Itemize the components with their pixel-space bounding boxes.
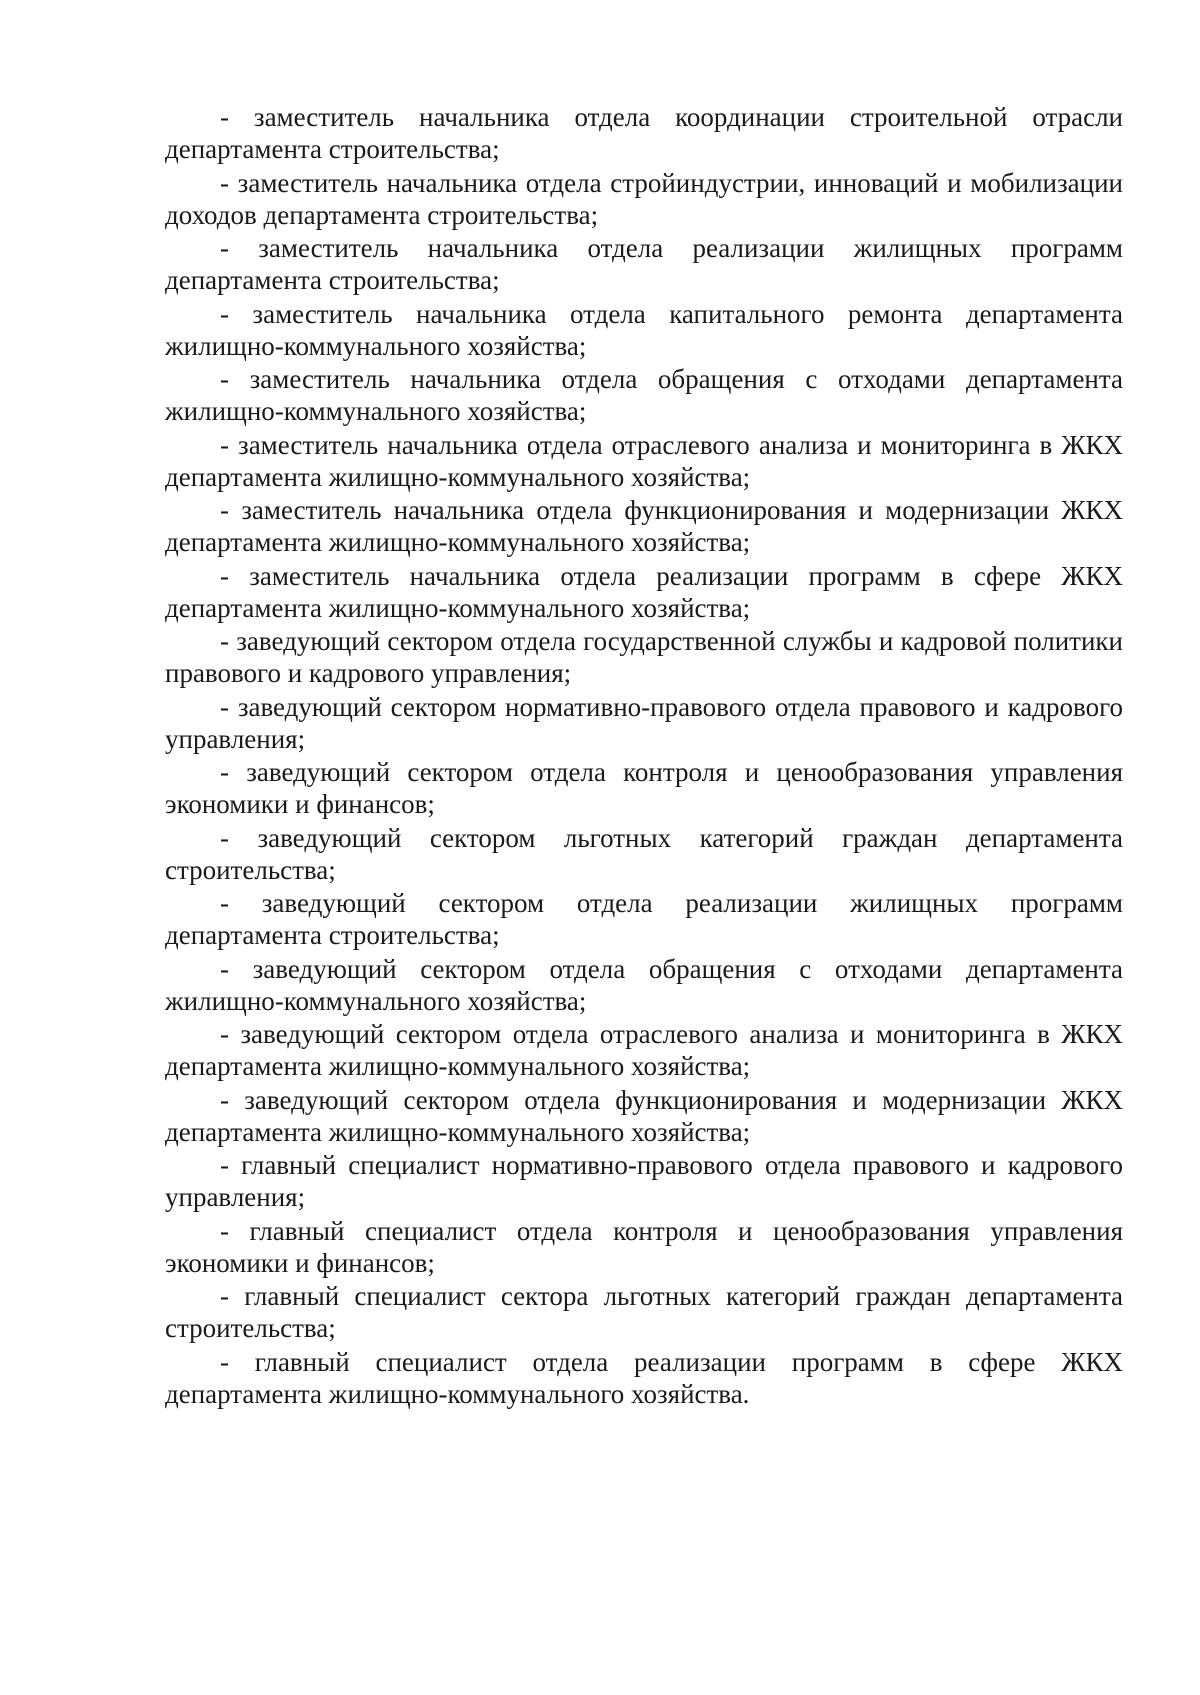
list-item: - заместитель начальника отдела реализации жилищных программ департамента строительства; [165, 233, 1123, 295]
list-item: - заведующий сектором отдела контроля и ценообразования управления экономики и финансов; [165, 757, 1123, 819]
list-item: - главный специалист отдела реализации программ в сфере ЖКХ департамента жилищно-коммунального хозяйства. [165, 1346, 1123, 1409]
list-item: - заместитель начальника отдела функционирования и модернизации ЖКХ департамента жилищно-коммунального хозяйства; [165, 495, 1123, 557]
list-item: - заведующий сектором отдела отраслевого анализа и мониторинга в ЖКХ департамента жилищно-коммунального хозяйства; [165, 1019, 1123, 1081]
list-item: - заведующий сектором нормативно-правового отдела правового и кадрового управления; [165, 691, 1123, 754]
list-item: - заведующий сектором отдела реализации жилищных программ департамента строительства; [165, 888, 1123, 950]
document-page [165, 101, 1123, 1410]
list-item: - заместитель начальника отдела реализации программ в сфере ЖКХ департамента жилищно-коммунального хозяйства; [165, 560, 1123, 623]
list-item: - главный специалист нормативно-правового отдела правового и кадрового управления; [165, 1150, 1123, 1212]
list-item: - заведующий сектором отдела функционирования и модернизации ЖКХ департамента жилищно-коммунального хозяйства; [165, 1084, 1123, 1147]
list-item: - заместитель начальника отдела координации строительной отрасли департамента строительства; [165, 102, 1123, 164]
list-item: - заведующий сектором отдела обращения с отходами департамента жилищно-коммунального хозяйства; [165, 953, 1123, 1016]
list-item: - главный специалист отдела контроля и ценообразования управления экономики и финансов; [165, 1215, 1123, 1278]
list-item: - главный специалист сектора льготных категорий граждан департамента строительства; [165, 1281, 1123, 1343]
list-item: - заведующий сектором отдела государственной службы и кадровой политики правового и кадрового управления; [165, 626, 1123, 688]
list-item: - заместитель начальника отдела стройиндустрии, инноваций и мобилизации доходов департамента строительства; [165, 167, 1123, 230]
list-item: - заместитель начальника отдела отраслевого анализа и мониторинга в ЖКХ департамента жилищно-коммунального хозяйства; [165, 429, 1123, 492]
list-item: - заместитель начальника отдела капитального ремонта департамента жилищно-коммунального хозяйства; [165, 298, 1123, 361]
list-item: - заместитель начальника отдела обращения с отходами департамента жилищно-коммунального хозяйства; [165, 364, 1123, 426]
list-item: - заведующий сектором льготных категорий граждан департамента строительства; [165, 822, 1123, 885]
